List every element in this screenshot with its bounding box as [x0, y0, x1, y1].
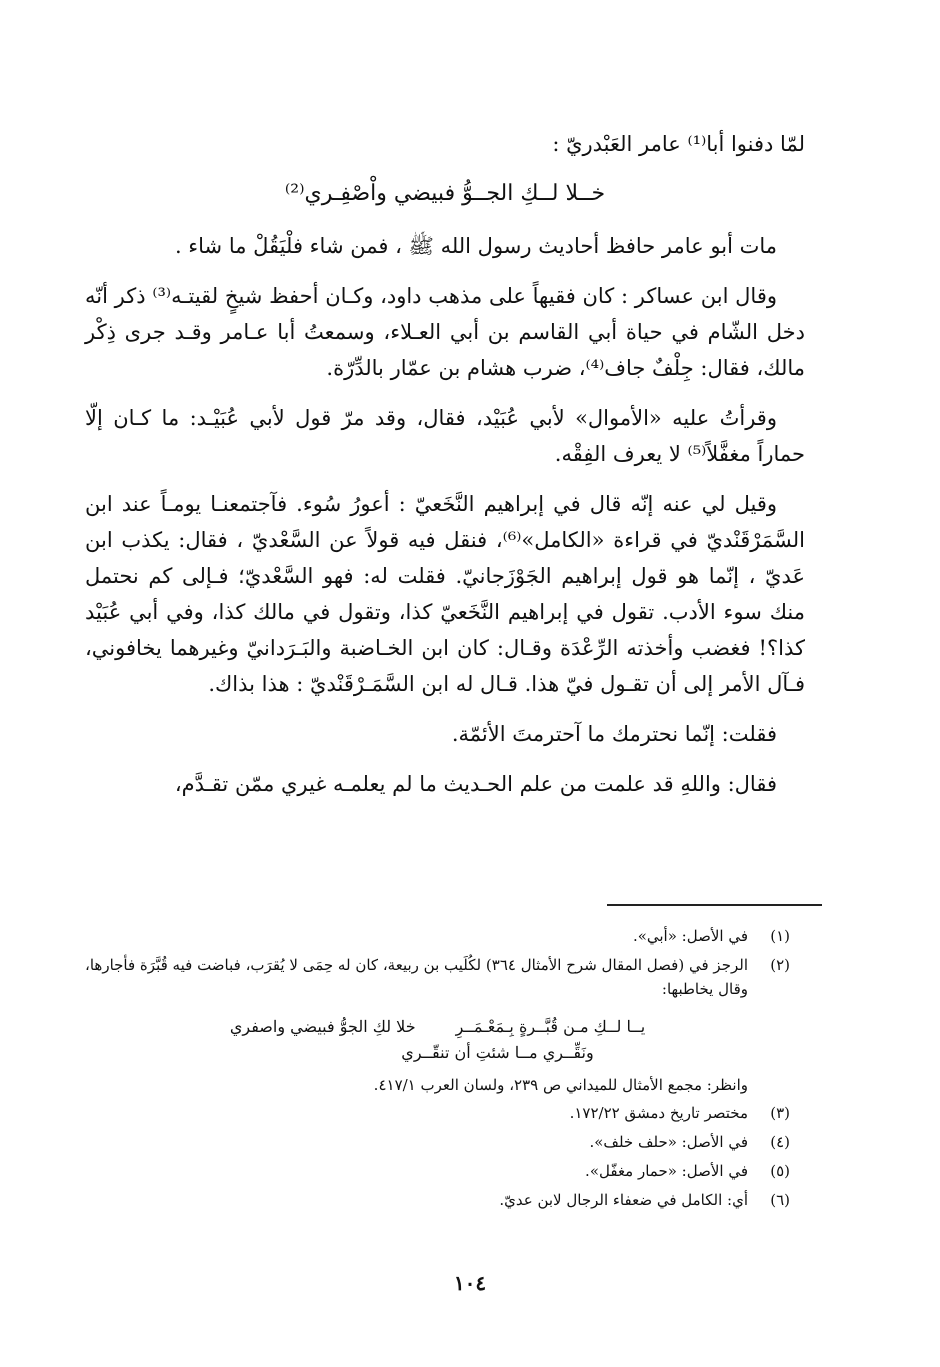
footnote-number: (٢) — [770, 956, 790, 974]
footnote-text: الرجز في (فصل المقال شرح الأمثال ٣٦٤) لكُلَيب بن ربيعة، كان له حِمَى لا يُقرَب، فباضت فيه قُبَّرَة فأجارها، وقال يخاطبها: — [85, 956, 748, 998]
footnote-source: وانظر: مجمع الأمثال للميداني ص ٢٣٩، ولسان العرب ٤١٧/١. — [373, 1076, 748, 1094]
footnote-number: (٦) — [770, 1191, 790, 1209]
footnote-text: في الأصل: «أبي». — [632, 927, 748, 945]
main-text — [85, 126, 805, 816]
verse-line: خــلا لــكِ الجــوُّ فبيضي واْصْفِـري⁽²⁾ — [284, 181, 606, 206]
footnote-number: (٣) — [770, 1104, 790, 1122]
footnote — [85, 953, 790, 1001]
footnote-number: (٥) — [770, 1162, 790, 1180]
verse-hemistich: يــا لــكِ مـن قُبَّــرةٍ بِـمَعْـمَــرِ — [455, 1017, 646, 1036]
footnote-verse — [85, 1015, 790, 1039]
footnote-number: (١) — [770, 927, 790, 945]
paragraph: مات أبو عامر حافظ أحاديث رسول الله ﷺ ، فمن شاء فلْيَقُلْ ما شاء . — [174, 234, 777, 258]
footnotes — [85, 924, 790, 1217]
footnote-text: في الأصل: «حلف خلف». — [589, 1133, 748, 1151]
footnote-text: في الأصل: «حمار مغفّل». — [585, 1162, 748, 1180]
paragraph: فقلت: إنّما نحترمك ما آحترمتَ الأئمّة. — [451, 722, 777, 746]
paragraph: وقيل لي عنه إنّه قال في إبراهيم النَّخَعيّ : أعورُ سُوء. فآجتمعنـا يومـاً عند ابن السَّمَرْقَنْديّ في قراءة «الكامل»⁽⁶⁾، فنقل فيه قولاً عن السَّعْديّ ، فقال: يكذب ابن عَديّ ، إنّما هو قول إبراهيم الجَوْزَجانيّ. فقلت له: فهو السَّعْديّ؛ فـإلى كم نحتمل منك سوء الأدب. تقول في إبراهيم النَّخَعيّ كذا، وتقول في مالك كذا، وفي أبي عُبَيْد كذا؟! فغضب وأخذته الرِّعْدَة وقـال: كان ابن الخـاضبة والبَـرَدانيّ وغيرهما يخافوني، فـآل الأمر إلى أن تقـول فيّ هذا. قـال له ابن السَّمَـرْقَنْديّ : هذا بذاك. — [85, 492, 806, 696]
footnote-text: أي: الكامل في ضعفاء الرجال لابن عديّ. — [499, 1191, 748, 1209]
page-number: ١٠٤ — [453, 1271, 487, 1295]
paragraph: لمّا دفنوا أبا⁽¹⁾ عامر العَبْدريّ : — [552, 132, 805, 156]
paragraph: وقرأتُ عليه «الأموال» لأبي عُبَيْد، فقال، وقد مرّ قول لأبي عُبَيْـد: ما كـان إلّا حماراً مغفَّلاً⁽⁵⁾ لا يعرف الفِقْه. — [85, 406, 805, 466]
footnote — [85, 1159, 790, 1183]
footnote — [85, 1101, 790, 1125]
footnote — [85, 924, 790, 948]
footnote — [85, 1130, 790, 1154]
paragraph: وقال ابن عساكر : كان فقيهاً على مذهب داود، وكـان أحفظ شيخٍ لقيتـه⁽³⁾ ذكر أنّه دخل الشّام في حياة أبي القاسم بن أبي العـلاء، وسمعتُ أبا عـامر وقـد جرى ذِكْر مالك، فقال: جِلْفٌ جاف⁽⁴⁾، ضرب هشام بن عمّار بالدِّرّة. — [85, 284, 805, 380]
verse-hemistich: خلا لكِ الجوُّ فبيضي واصفري — [229, 1017, 416, 1036]
paragraph: فقال: واللهِ قد علمت من علم الحـديث ما لم يعلمـه غيري ممّن تقـدَّم، — [174, 772, 777, 796]
verse-hemistich: ونَقِّــري مــا شئتِ أن تنقّــري — [401, 1043, 594, 1062]
footnote-separator — [607, 904, 822, 906]
footnote-number: (٤) — [770, 1133, 790, 1151]
footnote — [85, 1188, 790, 1212]
footnote-text: مختصر تاريخ دمشق ١٧٢/٢٢. — [569, 1104, 748, 1122]
